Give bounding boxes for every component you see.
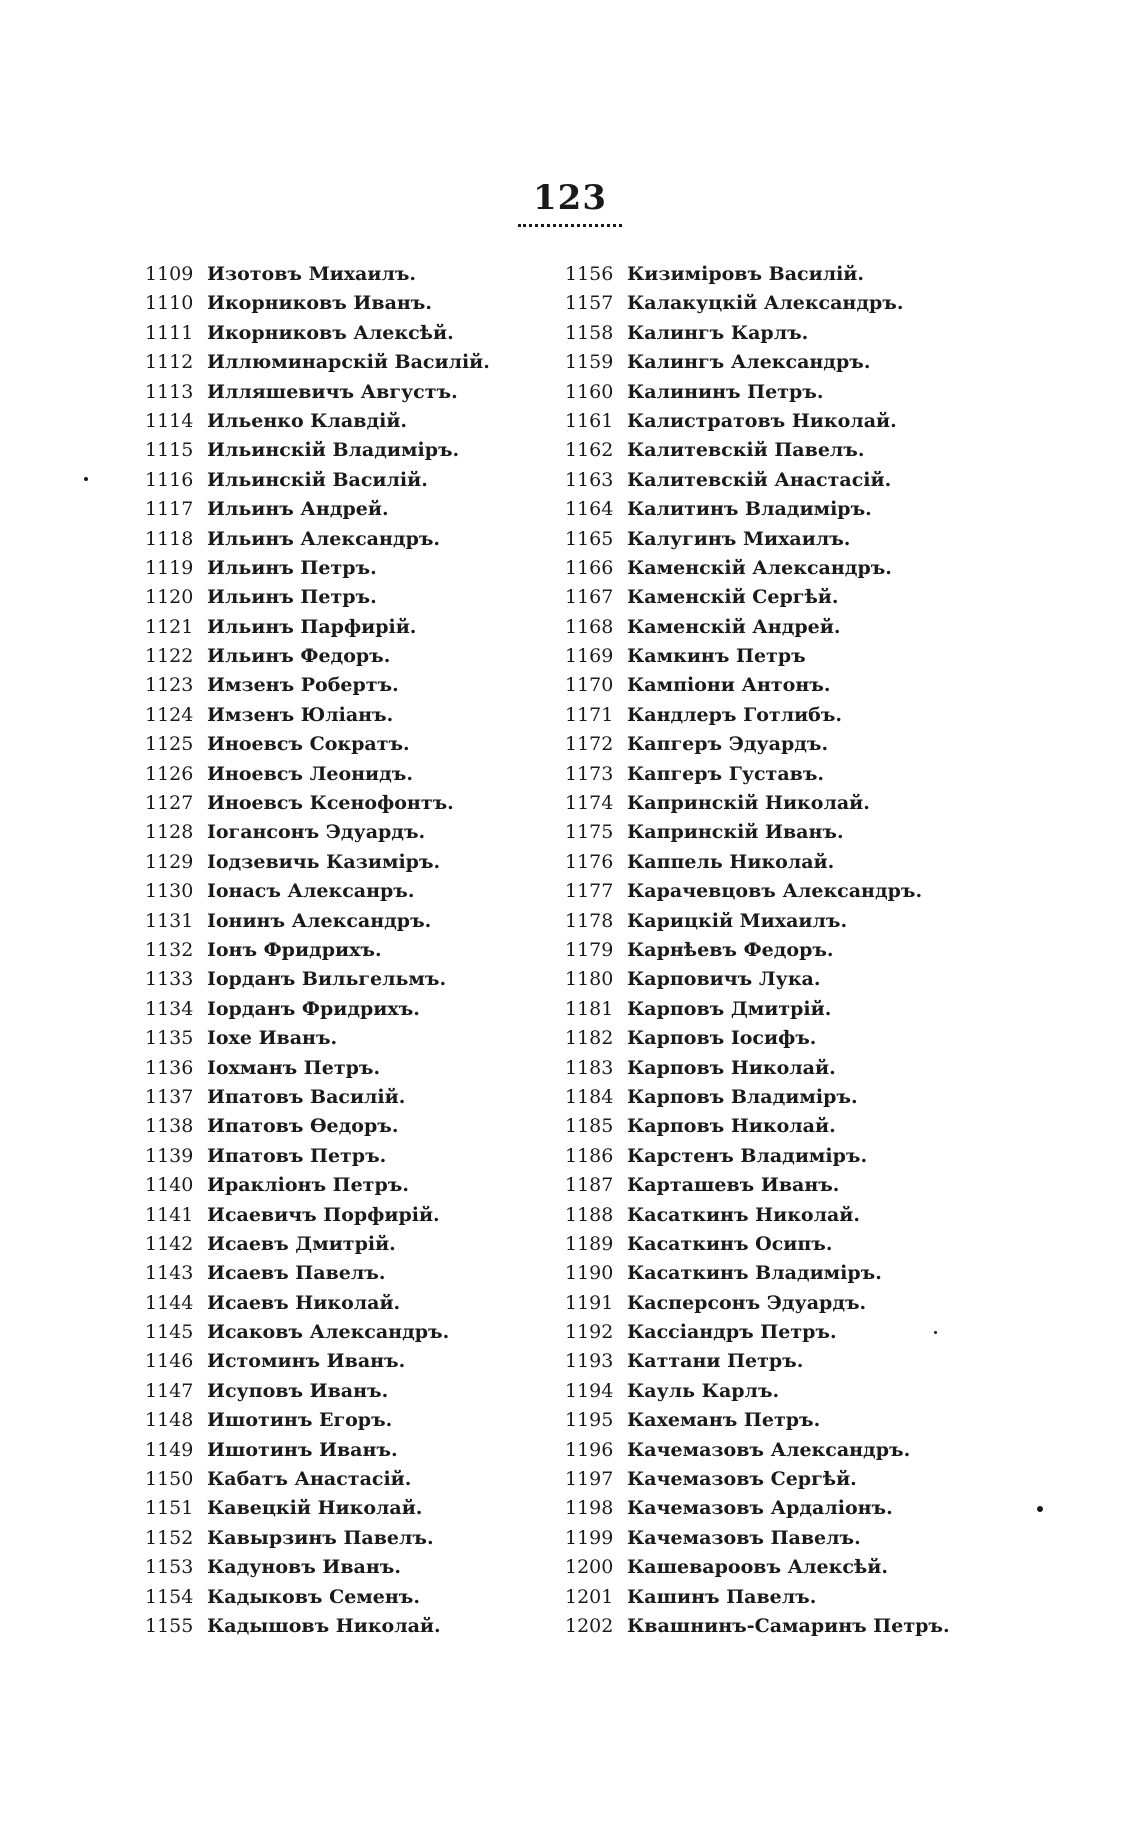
list-item [565,1612,950,1641]
list-item [565,1583,950,1612]
entry-name: Карачевцовъ Александръ. [627,880,923,903]
list-item [565,1230,950,1259]
entry-number: 1125 [145,733,194,756]
list-item [565,907,950,936]
entry-name: Камкинъ Петръ [627,645,806,668]
list-item [565,613,950,642]
list-item [565,877,950,906]
entry-name: Касаткинъ Николай. [627,1203,861,1226]
entry-number: 1152 [145,1526,194,1549]
list-item [565,1377,950,1406]
entry-name: Каменскій Андрей. [627,615,841,638]
entry-name: Кавецкій Николай. [207,1497,423,1520]
entry-number: 1178 [565,909,614,932]
entry-name: Каппель Николай. [627,850,835,873]
entry-name: Іонасъ Алексанръ. [207,880,415,903]
list-item [145,671,490,700]
list-item [145,1553,490,1582]
entry-number: 1162 [565,439,614,462]
list-item [145,995,490,1024]
entry-number: 1148 [145,1409,194,1432]
list-item [145,1201,490,1230]
list-item [565,407,950,436]
entry-number: 1140 [145,1174,194,1197]
list-item [145,1259,490,1288]
list-item [565,965,950,994]
entry-number: 1202 [565,1614,614,1637]
entry-name: Кашевароовъ Алексѣй. [627,1556,888,1579]
entry-name: Кабатъ Анастасій. [207,1468,412,1491]
entry-name: Исуповъ Иванъ. [207,1379,389,1402]
entry-number: 1189 [565,1232,614,1255]
entry-number: 1161 [565,409,614,432]
list-item [145,1171,490,1200]
entry-number: 1110 [145,292,194,315]
entry-name: Каменскій Александръ. [627,556,892,579]
entry-name: Калакуцкій Александръ. [627,292,904,315]
entry-number: 1151 [145,1497,194,1520]
entry-name: Качемазовъ Ардаліонъ. [627,1497,893,1520]
entry-number: 1186 [565,1144,614,1167]
list-item [565,1201,950,1230]
entry-name: Карстенъ Владиміръ. [627,1144,868,1167]
entry-number: 1200 [565,1556,614,1579]
entry-name: Касаткинъ Владиміръ. [627,1262,882,1285]
entry-name: Карповъ Дмитрій. [627,997,832,1020]
entry-number: 1117 [145,498,194,521]
list-item [145,378,490,407]
list-item [565,730,950,759]
entry-number: 1165 [565,527,614,550]
list-item [565,1553,950,1582]
entry-name: Ильинъ Федоръ. [207,645,391,668]
entry-number: 1192 [565,1321,614,1344]
list-item [145,848,490,877]
entry-number: 1194 [565,1379,614,1402]
list-item [145,1377,490,1406]
entry-number: 1137 [145,1085,194,1108]
entry-number: 1163 [565,468,614,491]
entry-number: 1181 [565,997,614,1020]
list-item [145,877,490,906]
entry-number: 1126 [145,762,194,785]
entry-number: 1135 [145,1027,194,1050]
list-item [145,965,490,994]
entry-number: 1136 [145,1056,194,1079]
entry-number: 1123 [145,674,194,697]
entry-number: 1191 [565,1291,614,1314]
entry-name: Илляшевичъ Августъ. [207,380,458,403]
list-item [145,583,490,612]
entry-name: Касперсонъ Эдуардъ. [627,1291,867,1314]
entry-number: 1143 [145,1262,194,1285]
list-item [145,260,490,289]
list-item [565,671,950,700]
entry-name: Качемазовъ Сергѣй. [627,1468,857,1491]
entry-number: 1116 [145,468,194,491]
entry-name: Іорданъ Вильгельмъ. [207,968,447,991]
entry-number: 1183 [565,1056,614,1079]
list-item [145,1612,490,1641]
entry-number: 1134 [145,997,194,1020]
entry-name: Кассіандръ Петръ. [627,1321,837,1344]
entry-number: 1196 [565,1438,614,1461]
entry-name: Каттани Петръ. [627,1350,804,1373]
entry-name: Ильинъ Петръ. [207,556,377,579]
list-item [565,818,950,847]
entry-number: 1139 [145,1144,194,1167]
entry-name: Ильенко Клавдій. [207,409,408,432]
list-item [565,1436,950,1465]
entry-name: Ишотинъ Иванъ. [207,1438,398,1461]
entry-name: Калугинъ Михаилъ. [627,527,851,550]
entry-number: 1195 [565,1409,614,1432]
list-item [145,1318,490,1347]
entry-name: Карнѣевъ Федоръ. [627,938,834,961]
entry-number: 1173 [565,762,614,785]
entry-name: Іорданъ Фридрихъ. [207,997,420,1020]
entry-name: Кадышовъ Николай. [207,1614,441,1637]
entry-name: Ильинскій Владиміръ. [207,439,460,462]
entry-name: Іонинъ Александръ. [207,909,432,932]
list-item [145,1524,490,1553]
entry-name: Имзенъ Робертъ. [207,674,399,697]
entry-number: 1128 [145,821,194,844]
entry-name: Качемазовъ Александръ. [627,1438,911,1461]
entry-name: Каменскій Сергѣй. [627,586,839,609]
list-item [565,1494,950,1523]
entry-name: Икорниковъ Алексѣй. [207,321,454,344]
entry-number: 1155 [145,1614,194,1637]
entry-number: 1144 [145,1291,194,1314]
entry-number: 1150 [145,1468,194,1491]
entry-number: 1124 [145,703,194,726]
entry-number: 1199 [565,1526,614,1549]
entry-name: Исаевичъ Порфирій. [207,1203,440,1226]
entry-name: Капгеръ Эдуардъ. [627,733,829,756]
entry-name: Іодзевичь Казиміръ. [207,850,441,873]
entry-number: 1154 [145,1585,194,1608]
list-item [565,378,950,407]
entry-name: Калитевскій Павелъ. [627,439,865,462]
entry-name: Истоминъ Иванъ. [207,1350,406,1373]
list-item [565,1289,950,1318]
entry-number: 1149 [145,1438,194,1461]
entry-number: 1198 [565,1497,614,1520]
entry-number: 1166 [565,556,614,579]
entry-number: 1159 [565,351,614,374]
entry-name: Кизиміровъ Василій. [627,263,865,285]
entry-name: Кауль Карлъ. [627,1379,780,1402]
entry-name: Иллюминарскій Василій. [207,351,490,374]
entry-number: 1177 [565,880,614,903]
entry-name: Іохе Иванъ. [207,1027,338,1050]
list-item [145,466,490,495]
entry-number: 1153 [145,1556,194,1579]
entry-name: Ильинъ Андрей. [207,498,389,521]
list-item [145,495,490,524]
entry-name: Иракліонъ Петръ. [207,1174,409,1197]
entry-number: 1115 [145,439,194,462]
list-item [565,1054,950,1083]
entry-name: Карповъ Николай. [627,1115,836,1138]
entry-name: Капринскій Иванъ. [627,821,844,844]
entry-number: 1197 [565,1468,614,1491]
entry-number: 1138 [145,1115,194,1138]
list-item [145,319,490,348]
entry-name: Карташевъ Иванъ. [627,1174,840,1197]
entry-name: Іонъ Фридрихъ. [207,938,382,961]
list-item [565,1259,950,1288]
entry-name: Ильинъ Парфирій. [207,615,417,638]
entry-number: 1201 [565,1585,614,1608]
entry-number: 1172 [565,733,614,756]
list-item [145,1583,490,1612]
list-item [565,466,950,495]
list-item [565,642,950,671]
list-item [145,348,490,377]
entry-name: Ипатовъ Василій. [207,1085,406,1108]
entry-name: Карповъ Іосифъ. [627,1027,817,1050]
entry-number: 1185 [565,1115,614,1138]
entry-name: Иноевсъ Леонидъ. [207,762,413,785]
entry-number: 1113 [145,380,194,403]
entry-name: Калининъ Петръ. [627,380,824,403]
list-item [145,1465,490,1494]
list-item [565,554,950,583]
entry-number: 1122 [145,645,194,668]
list-item [565,1524,950,1553]
entry-number: 1180 [565,968,614,991]
list-item [145,730,490,759]
entry-name: Исаковъ Александръ. [207,1321,450,1344]
entry-number: 1130 [145,880,194,903]
entry-number: 1168 [565,615,614,638]
list-item [565,789,950,818]
list-item [145,1142,490,1171]
list-item [145,642,490,671]
entry-number: 1157 [565,292,614,315]
entry-number: 1156 [565,263,614,285]
list-item [145,1494,490,1523]
list-item [565,995,950,1024]
list-item [145,818,490,847]
entry-name: Калингъ Александръ. [627,351,871,374]
entry-number: 1118 [145,527,194,550]
entry-name: Іогансонъ Эдуардъ. [207,821,426,844]
entry-number: 1119 [145,556,194,579]
entry-name: Капринскій Николай. [627,792,870,815]
entry-name: Исаевъ Николай. [207,1291,401,1314]
entry-number: 1160 [565,380,614,403]
entry-name: Кадыковъ Семенъ. [207,1585,420,1608]
entry-number: 1127 [145,792,194,815]
entry-name: Исаевъ Дмитрій. [207,1232,396,1255]
list-item [565,1318,950,1347]
entry-name: Ипатовъ Петръ. [207,1144,387,1167]
list-item [145,289,490,318]
entry-number: 1175 [565,821,614,844]
entry-number: 1179 [565,938,614,961]
entry-name: Кампіони Антонъ. [627,674,831,697]
entry-name: Кандлеръ Готлибъ. [627,703,843,726]
entry-number: 1120 [145,586,194,609]
list-item [565,1406,950,1435]
entry-name: Ипатовъ Өедоръ. [207,1115,399,1138]
entry-name: Касаткинъ Осипъ. [627,1232,833,1255]
entry-number: 1109 [145,263,194,285]
list-item [145,1083,490,1112]
entry-number: 1112 [145,351,194,374]
list-item [145,789,490,818]
list-item [145,1054,490,1083]
list-item [145,936,490,965]
list-item [145,701,490,730]
list-item [145,1406,490,1435]
entry-name: Икорниковъ Иванъ. [207,292,432,315]
list-item [565,1465,950,1494]
entry-name: Изотовъ Михаилъ. [207,263,417,285]
entry-number: 1176 [565,850,614,873]
list-item [145,436,490,465]
list-item [565,1142,950,1171]
list-item [565,1171,950,1200]
right-column [565,260,950,1641]
left-column [145,260,490,1641]
entry-name: Кавырзинъ Павелъ. [207,1526,434,1549]
entry-number: 1174 [565,792,614,815]
entry-number: 1121 [145,615,194,638]
list-item [565,1112,950,1141]
entry-number: 1164 [565,498,614,521]
entry-name: Ильинъ Петръ. [207,586,377,609]
entry-name: Карповъ Николай. [627,1056,836,1079]
list-item [565,1347,950,1376]
list-item [565,525,950,554]
entry-name: Калитинъ Владиміръ. [627,498,872,521]
list-item [145,1112,490,1141]
entry-number: 1145 [145,1321,194,1344]
ink-speck [1037,1506,1043,1512]
entry-name: Карповъ Владиміръ. [627,1085,858,1108]
entry-name: Качемазовъ Павелъ. [627,1526,861,1549]
list-item [565,936,950,965]
list-item [145,407,490,436]
list-item [145,1230,490,1259]
entry-number: 1142 [145,1232,194,1255]
ink-speck [84,477,88,481]
entry-name: Исаевъ Павелъ. [207,1262,386,1285]
list-item [565,583,950,612]
entry-number: 1147 [145,1379,194,1402]
list-item [145,525,490,554]
entry-name: Калингъ Карлъ. [627,321,809,344]
list-item [145,1024,490,1053]
list-item [565,848,950,877]
entry-number: 1158 [565,321,614,344]
list-item [565,319,950,348]
entry-name: Іохманъ Петръ. [207,1056,381,1079]
entry-name: Капгеръ Густавъ. [627,762,825,785]
entry-number: 1171 [565,703,614,726]
entry-name: Кахеманъ Петръ. [627,1409,821,1432]
list-item [565,436,950,465]
entry-number: 1146 [145,1350,194,1373]
entry-number: 1132 [145,938,194,961]
entry-number: 1187 [565,1174,614,1197]
entry-number: 1170 [565,674,614,697]
list-item [565,760,950,789]
list-item [565,1083,950,1112]
entry-name: Ильинскій Василій. [207,468,428,491]
list-item [145,1289,490,1318]
entry-number: 1184 [565,1085,614,1108]
entry-name: Кашинъ Павелъ. [627,1585,817,1608]
list-item [145,1347,490,1376]
list-item [565,495,950,524]
page-number: 123 [533,178,607,218]
ink-speck [934,1331,937,1334]
entry-name: Иноевсъ Ксенофонтъ. [207,792,454,815]
list-item [565,348,950,377]
list-item [145,760,490,789]
entry-number: 1114 [145,409,194,432]
entry-number: 1167 [565,586,614,609]
list-item [145,1436,490,1465]
entry-number: 1182 [565,1027,614,1050]
entry-number: 1190 [565,1262,614,1285]
entry-number: 1169 [565,645,614,668]
entry-name: Ишотинъ Егоръ. [207,1409,393,1432]
entry-name: Ильинъ Александръ. [207,527,441,550]
entry-number: 1193 [565,1350,614,1373]
entry-number: 1188 [565,1203,614,1226]
entry-number: 1111 [145,321,194,344]
entry-name: Карповичъ Лука. [627,968,821,991]
entry-number: 1129 [145,850,194,873]
entry-number: 1141 [145,1203,194,1226]
entry-name: Карицкій Михаилъ. [627,909,848,932]
list-item [565,701,950,730]
list-item [565,1024,950,1053]
entry-name: Квашнинъ-Самаринъ Петръ. [627,1614,950,1637]
page-number-rule [518,224,622,227]
list-item [565,289,950,318]
entry-number: 1131 [145,909,194,932]
list-item [145,613,490,642]
entry-name: Иноевсъ Сократъ. [207,733,410,756]
entry-name: Калистратовъ Николай. [627,409,897,432]
entry-number: 1133 [145,968,194,991]
entry-name: Калитевскій Анастасій. [627,468,892,491]
list-item [145,554,490,583]
list-item [145,907,490,936]
entry-name: Имзенъ Юліанъ. [207,703,394,726]
entry-name: Кадуновъ Иванъ. [207,1556,401,1579]
list-item [565,260,950,289]
